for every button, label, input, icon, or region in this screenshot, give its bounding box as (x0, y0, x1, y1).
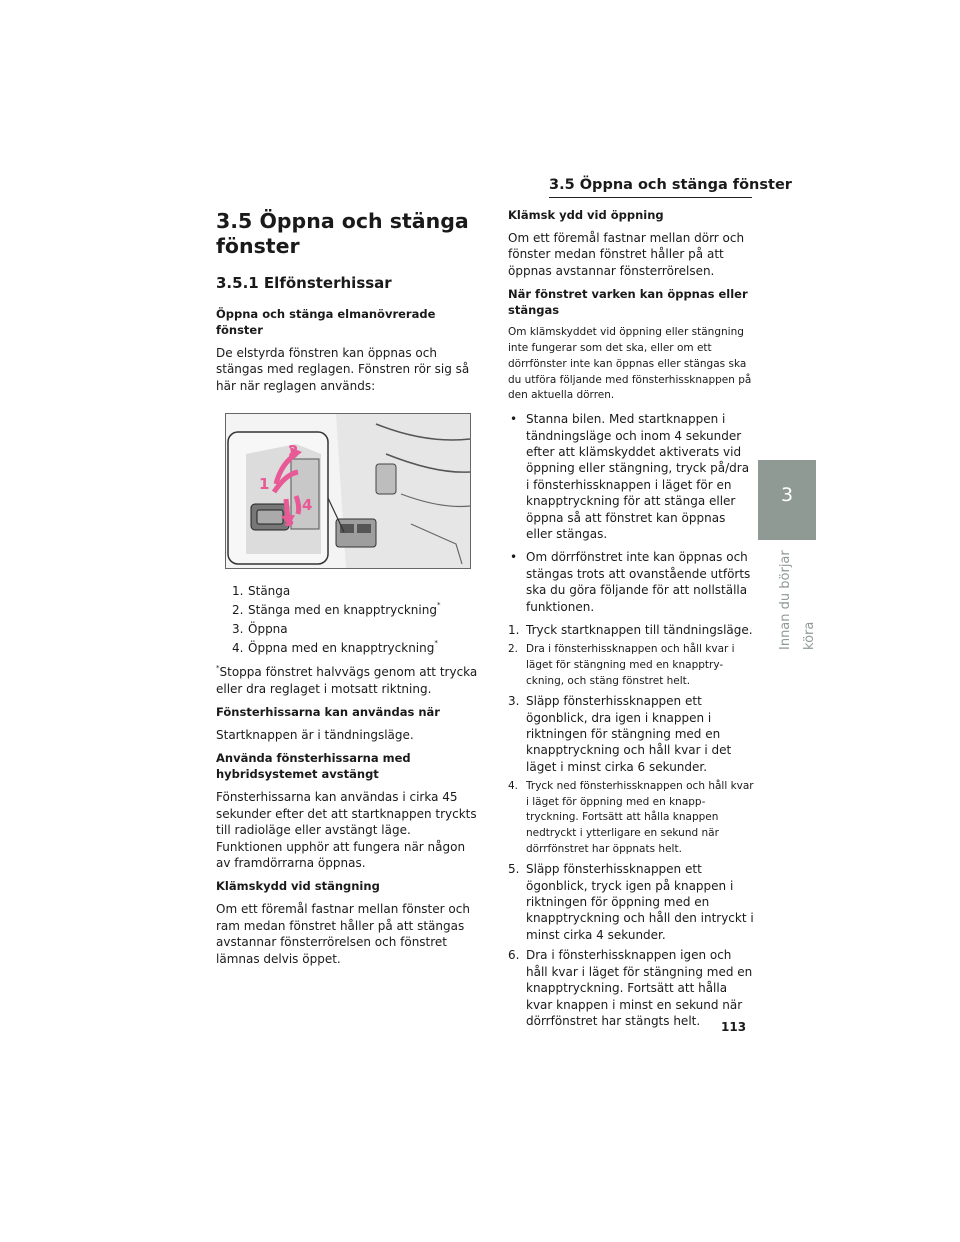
header-rule (549, 197, 752, 198)
figure-label-2: 2 (288, 442, 299, 461)
step-item: 5. Släpp fönsterhissknappen ett ögonblick, tryck igen på knappen i riktningen för öppning med en knapptryckning och håll den intryckt i minst cirka 4 sekunder. (508, 862, 754, 942)
legend-item: 2. Stänga med en knapptryckning* (232, 601, 441, 618)
legend-item: 4. Öppna med en knapptryckning* (232, 639, 438, 656)
paragraph-cannot-open-close: Om klämskyddet vid öppning eller stängning inte fungerar som det ska, eller om ett dörrfönster inte kan öppnas eller stängas ska du utföra följande med fönsterhissknappen på den aktuella dörren. (508, 326, 752, 402)
bullet-list (508, 411, 754, 615)
section-heading: 3.5.1 Elfönsterhissar (216, 274, 392, 292)
step-item: 6. Dra i fönsterhissknappen igen och håll kvar i läget för stängning med en knapptryckning. Fortsätt att hålla kvar knappen i minst en sekund när dörrfönstret har stängts helt. (508, 948, 753, 1028)
right-column (508, 207, 754, 1033)
page-title: 3.5 Öppna och stänga fönster (216, 209, 469, 258)
left-column (216, 205, 478, 974)
figure-illustration (226, 414, 470, 568)
figure-label-1: 1 (259, 475, 270, 494)
step-item: 1. Tryck startknappen till tändningsläge. (508, 623, 753, 638)
footnote: *Stoppa fönstret halvvägs genom att trycka eller dra reglaget i motsatt riktning. (216, 664, 478, 696)
step-item: 2. Dra i fönsterhissknappen och håll kvar i läget för stängning med en knapptry-ckning, och stäng fönstret helt. (508, 643, 735, 687)
subheading-pinch-opening: Klämsk ydd vid öppning (508, 208, 664, 222)
paragraph-pinch-closing: Om ett föremål fastnar mellan fönster och ram medan fönstret håller på att stängas avstannar fönsterrörelsen och fönstret lämnas delvis öppet. (216, 902, 470, 966)
page-number: 113 (721, 1020, 747, 1034)
subheading-cannot-open-close: När fönstret varken kan öppnas eller stängas (508, 287, 748, 318)
legend-item: 3. Öppna (232, 622, 288, 637)
subheading-pinch-closing: Klämskydd vid stängning (216, 879, 380, 894)
legend-item: 1. Stänga (232, 584, 291, 599)
subheading-hybrid-off: Använda fönsterhissarna med hybridsystemet avstängt (216, 751, 411, 782)
reset-steps (508, 622, 754, 1029)
figure-label-4: 4 (302, 496, 313, 515)
list-item: • Om dörrfönstret inte kan öppnas och stängas trots att ovanstående utförts ska du göra följande för att nollställa funktionen. (510, 550, 751, 614)
list-item: • Stanna bilen. Med startknappen i tändningsläge och inom 4 sekunder efter att klämskyddet aktiverats vid öppning eller stängning, tryck på/dra i fönsterhissknappen i läget för en knapptryckning för att stänga eller öppna så att fönstret kan öppnas eller stängas. (510, 412, 750, 542)
paragraph-ignition: Startknappen är i tändningsläge. (216, 728, 414, 743)
intro-paragraph: De elstyrda fönstren kan öppnas och stängas med reglagen. Fönstren rör sig så här när reglagen används: (216, 346, 470, 393)
subheading-open-close: Öppna och stänga elmanövrerade fönster (216, 307, 436, 337)
paragraph-pinch-opening: Om ett föremål fastnar mellan dörr och fönster medan fönstret håller på att öppnas avstannar fönsterrörelsen. (508, 231, 745, 278)
chapter-label: Innan du börjar köra (778, 550, 817, 650)
step-item: 4. Tryck ned fönsterhissknappen och håll kvar i läget för öppning med en knapp-tryckning. Fortsätt att hålla knappen nedtryckt i ytterligare en sekund när dörrfönstret har öppnats helt. (508, 780, 754, 855)
window-switch-figure (225, 413, 471, 569)
figure-legend (232, 582, 478, 658)
paragraph-hybrid-off: Fönsterhissarna kan användas i cirka 45 sekunder efter det att startknappen tryckts till radioläge eller avstängt läge. Funktionen upphör att fungera när någon av framdörrarna öppnas. (216, 790, 477, 871)
chapter-number: 3 (780, 484, 794, 506)
running-head: 3.5 Öppna och stänga fönster (549, 177, 792, 193)
subheading-usable-when: Fönsterhissarna kan användas när (216, 705, 440, 720)
step-item: 3. Släpp fönsterhissknappen ett ögonblick, dra igen i knappen i riktningen för stängning med en knapptryckning och håll kvar i det läget i minst cirka 6 sekunder. (508, 694, 732, 774)
figure-label-3: 3 (284, 512, 295, 531)
